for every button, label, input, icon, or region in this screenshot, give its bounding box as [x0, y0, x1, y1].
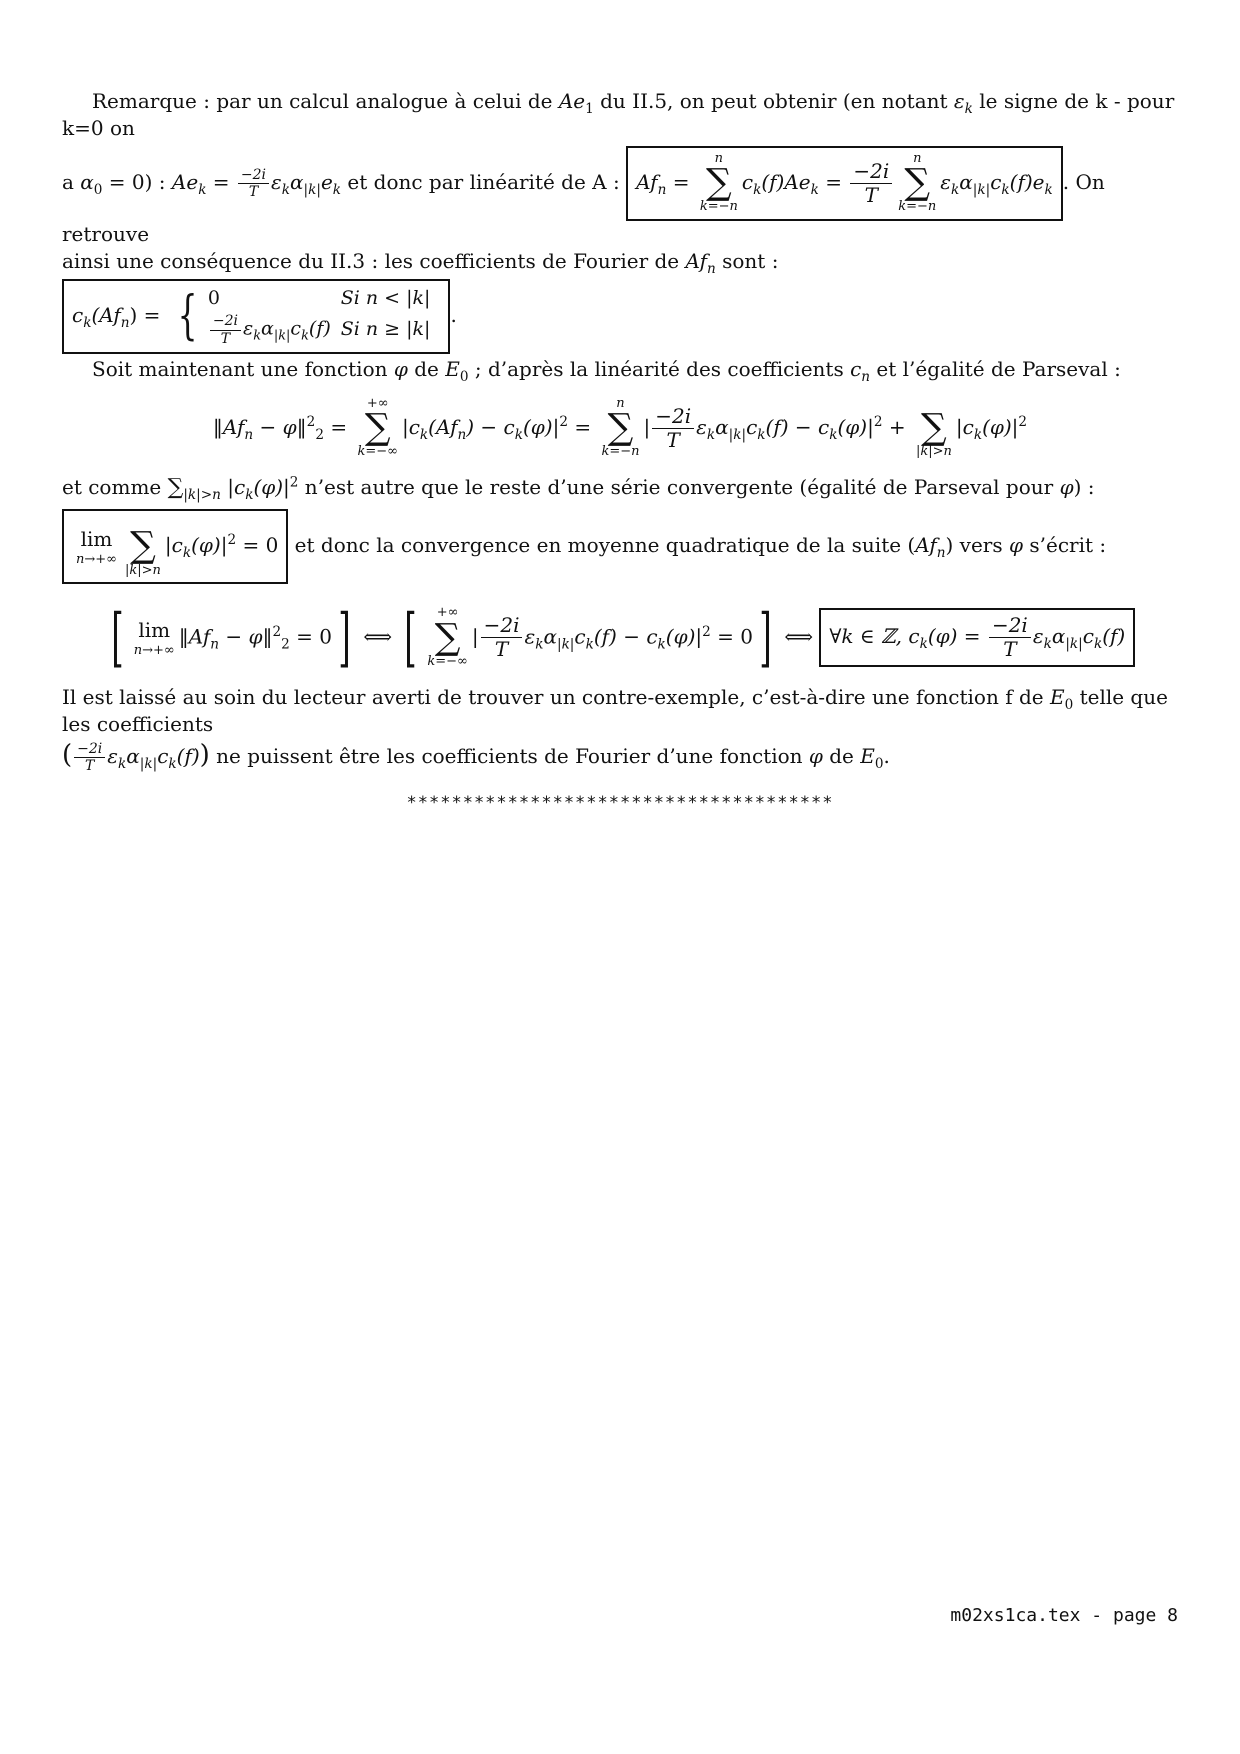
- fraction: $\frac{-2i}{T}$: [481, 614, 523, 661]
- remainder-line: et comme $\sum_{|k|>n}$ $|c_k(\varphi)|^2$ n’est autre que le reste d’une série convergente (égalité de Parseval pour φ) :: [62, 474, 1095, 504]
- sum-symbol: n ∑ k=−n: [898, 151, 937, 215]
- boxed-cases-formula: $c_k(Af_n)$ = { 0 Si n < |k| $\frac{-2i}{T}$ $\varepsilon_k\alpha_{|k|}c_k(f)$ Si n ≥ |k|: [62, 279, 450, 354]
- fraction: $\frac{-2i}{T}$: [652, 405, 694, 452]
- parseval-equation: $‖Af_n$ − φ‖$^2_2$ = +∞ ∑ k=−∞ $|c_k(Af_n) - c_k(\varphi)|^2$ = n ∑ k=−n | $\frac{-2i}{T}$ $\varepsilon_k\alpha_{|k|}c_k(f) - c_k(\varphi)|^2$ + ∑ |k|>n $|c_k(\varphi)|^2$: [212, 395, 1028, 460]
- fraction: $\frac{-2i}{T}$: [210, 313, 241, 346]
- fraction: $\frac{-2i}{T}$: [74, 741, 105, 774]
- fraction: $\frac{-2i}{T}$: [989, 614, 1031, 661]
- fraction: $\frac{-2i}{T}$: [238, 167, 269, 200]
- equivalence-equation: [ lim n→+∞ $‖Af_n$ − φ‖$^2_2$ = 0] ⟺ [ +∞ ∑ k=−∞ | $\frac{-2i}{T}$ $\varepsilon_k\alpha_{|k|}c_k(f) - c_k(\varphi)|^2 = 0$] ⟺ ∀k ∈ ℤ, $c_k(\varphi)$ = $\frac{-2i}{T}$ $\varepsilon_k\alpha_{|k|}c_k(f)$: [62, 606, 1178, 670]
- cases-table: 0 Si n < |k| $\frac{-2i}{T}$ $\varepsilon_k\alpha_{|k|}c_k(f)$ Si n ≥ |k|: [207, 286, 431, 347]
- limit-operator: lim n→+∞: [133, 618, 175, 659]
- counterexample-paragraph-line2: ( $\frac{-2i}{T}$ $\varepsilon_k\alpha_{|k|}c_k(f)$) ne puissent être les coefficients de Fourier d’une fonction φ de $E_0$.: [62, 739, 890, 774]
- sum-symbol: n ∑ k=−n: [601, 395, 640, 460]
- boxed-formula-Afn: $Af_n$ = n ∑ k=−n $c_k(f)Ae_k$ = $\frac{-2i}{T}$ n ∑ k=−n $\varepsilon_k\alpha_{|k|}c_k(f)e_k$: [626, 146, 1063, 221]
- sum-symbol: ∑ |k|>n: [915, 406, 952, 460]
- sum-symbol: n ∑ k=−n: [699, 151, 738, 215]
- sum-symbol: +∞ ∑ k=−∞: [427, 605, 468, 669]
- limit-row: lim n→+∞ ∑ |k|>n $|c_k(\varphi)|^2 = 0$ et donc la convergence en moyenne quadratique de la suite $(Af_n)$ vers φ s’écrit :: [62, 509, 1178, 584]
- counterexample-paragraph: Il est laissé au soin du lecteur averti de trouver un contre-exemple, c’est-à-dire une fonction f de $E_0$ telle que les coefficients: [62, 684, 1168, 736]
- fraction: $\frac{-2i}{T}$: [850, 160, 892, 207]
- page-footer: m02xs1ca.tex - page 8: [950, 1605, 1178, 1626]
- document-body: [62, 88, 1178, 815]
- cases-formula-row: $c_k(Af_n)$ = { 0 Si n < |k| $\frac{-2i}{T}$ $\varepsilon_k\alpha_{|k|}c_k(f)$ Si n ≥ |k| .: [62, 279, 1178, 354]
- separator-stars: **************************************: [406, 792, 834, 813]
- limit-operator: lim n→+∞: [76, 526, 117, 567]
- sum-symbol: +∞ ∑ k=−∞: [357, 395, 398, 460]
- consequence-line: ainsi une conséquence du II.3 : les coefficients de Fourier de $Af_n$ sont :: [62, 248, 779, 277]
- boxed-conclusion-formula: ∀k ∈ ℤ, $c_k(\varphi)$ = $\frac{-2i}{T}$ $\varepsilon_k\alpha_{|k|}c_k(f)$: [819, 608, 1135, 667]
- remark-paragraph: Remarque : par un calcul analogue à celui de $Ae_1$ du II.5, on peut obtenir (en notant $\varepsilon_k$ le signe de k - pour k=0 on: [62, 89, 1175, 140]
- boxed-limit-formula: lim n→+∞ ∑ |k|>n $|c_k(\varphi)|^2 = 0$: [62, 509, 288, 584]
- sum-symbol: ∑ |k|>n: [125, 525, 161, 578]
- remark-paragraph-line2: a $\alpha_0 = 0$) : $Ae_k$ = $\frac{-2i}{T}$ $\varepsilon_k\alpha_{|k|}e_k$ et donc par linéarité de A : $Af_n$ = n ∑ k=−n $c_k(f)Ae_k$ = $\frac{-2i}{T}$ n ∑ k=−n $\varepsilon_k\alpha_{|k|}c_k(f)e_k$ . On retrouve: [62, 146, 1178, 248]
- cases-block: { 0 Si n < |k| $\frac{-2i}{T}$ $\varepsilon_k\alpha_{|k|}c_k(f)$ Si n ≥ |k|: [167, 285, 441, 348]
- parseval-intro: Soit maintenant une fonction φ de $E_0$ ; d’après la linéarité des coefficients $c_n$ et l’égalité de Parseval :: [92, 356, 1121, 385]
